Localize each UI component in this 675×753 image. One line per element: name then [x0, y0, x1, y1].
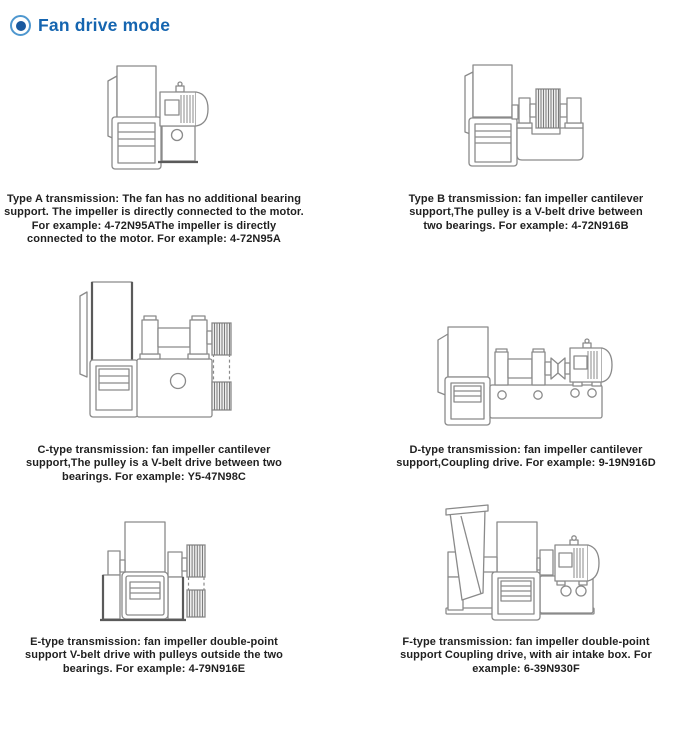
- section-header: [10, 15, 170, 36]
- fan-type-f-diagram: [430, 500, 660, 635]
- fan-type-f-caption: F-type transmission: fan impeller double-point support Coupling drive, with air intake box. For example: 6-39N930F: [400, 636, 652, 675]
- fan-type-a-diagram: [80, 55, 300, 190]
- bullet-icon: [10, 15, 31, 36]
- fan-type-c-diagram: [60, 280, 285, 440]
- page-title: Fan drive mode: [38, 15, 171, 35]
- v-belt-outside-bearings-image: [80, 505, 300, 630]
- fan-type-b-caption: Type B transmission: fan impeller cantilever support,The pulley is a V-belt drive between two bearings. For example: 4-72N916B: [408, 193, 644, 232]
- fan-type-e-diagram: [80, 505, 300, 630]
- fan-type-b-diagram: [440, 55, 660, 190]
- fan-type-c-caption: C-type transmission: fan impeller cantilever support,The pulley is a V-belt drive between two bearings. For example: Y5-47N98C: [25, 444, 282, 483]
- fan-type-e-caption: E-type transmission: fan impeller double-point support V-belt drive with pulleys outside the two bearings. For example: 4-79N916E: [25, 636, 283, 675]
- fan-type-a-caption: Type A transmission: The fan has no additional bearing support. The impeller is directly connected to the motor. For example: 4-72N95AThe impeller is directly connected to the motor. For example: 4-72N95A: [4, 193, 304, 246]
- fan-type-d-diagram: [420, 300, 650, 440]
- coupling-drive-image: [420, 300, 650, 440]
- direct-motor-drive-image: [80, 55, 300, 190]
- v-belt-between-bearings-image: [440, 55, 660, 190]
- coupling-with-intake-box-image: [430, 500, 660, 635]
- fan-type-d-caption: D-type transmission: fan impeller cantilever support,Coupling drive. For example: 9-19N916D: [396, 444, 656, 470]
- v-belt-overhung-pulley-image: [60, 280, 285, 440]
